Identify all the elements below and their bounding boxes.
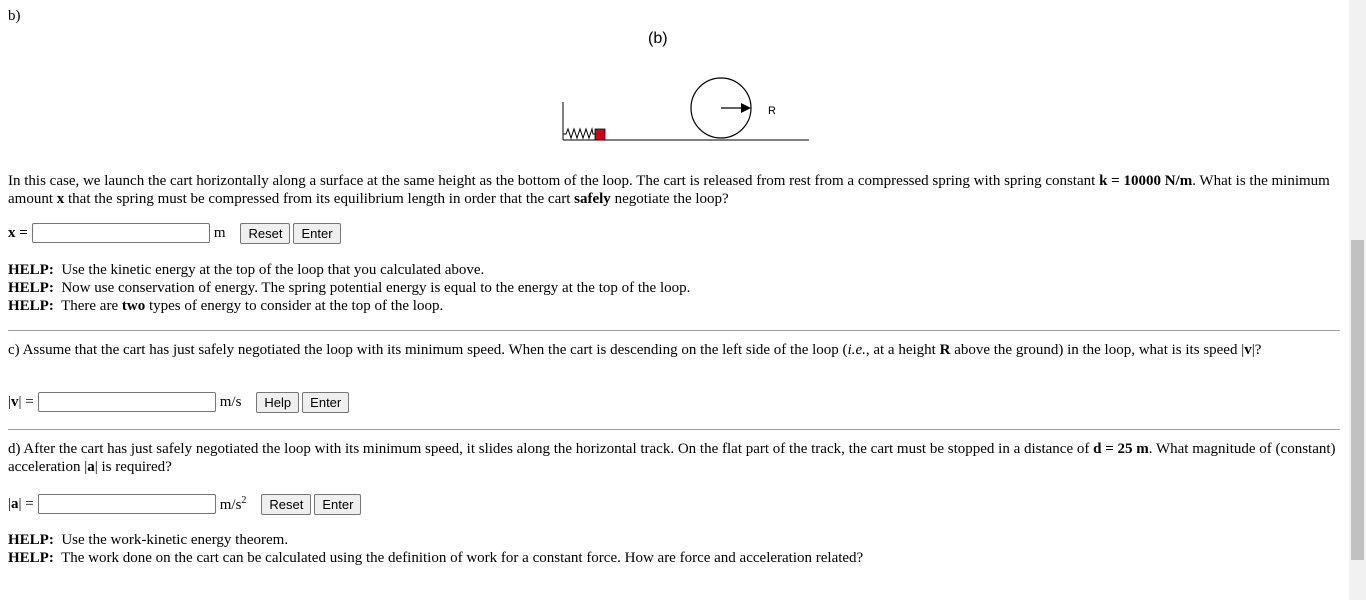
part-c-question: c) Assume that the cart has just safely negotiated the loop with its minimum speed. When the cart is descending on the left side of the loop (i.e., at a height R above the ground) in the loop, what is its speed |v|? [8, 342, 1262, 358]
x-unit: m [213, 224, 226, 241]
part-b-answer-row [8, 222, 341, 244]
part-d-question: d) After the cart has just safely negotiated the loop with its minimum speed, it slides along the horizontal track. On the flat part of the track, the cart must be stopped in a distance of d = 25 m. What magnitude of (constant) acceleration |a| is required? [8, 441, 1336, 475]
reset-button[interactable]: Reset [261, 494, 311, 515]
vertical-scrollbar[interactable] [1349, 0, 1366, 600]
part-c-answer-row [8, 391, 349, 413]
help-line: HELP: Now use conservation of energy. The spring potential energy is equal to the energy at the top of the loop. [8, 280, 691, 296]
enter-button[interactable]: Enter [293, 223, 340, 244]
divider [8, 429, 1340, 430]
spring [563, 129, 595, 138]
a-unit: $m/s^2$ [219, 494, 247, 513]
x-input[interactable] [32, 223, 210, 243]
part-b-question: In this case, we launch the cart horizontally along a surface at the same height as the bottom of the loop. The cart is released from rest from a compressed spring with spring constant k = 10000 N/m. What is the minimum amount x that the spring must be compressed from its equilibrium length in order that the cart safely negotiate the loop? [8, 173, 1330, 207]
help-line: HELP: The work done on the cart can be calculated using the definition of work for a constant force. How are force and acceleration related? [8, 550, 864, 566]
help-line: HELP: There are two types of energy to consider at the top of the loop. [8, 298, 444, 314]
part-d-answer-row [8, 493, 361, 515]
v-input-label: |v| = [8, 393, 34, 410]
scrollbar-thumb[interactable] [1351, 240, 1364, 560]
arrow-head-icon [741, 103, 751, 113]
radius-label: R [768, 105, 776, 117]
part-b-help [8, 261, 690, 315]
part-d-help [8, 531, 863, 567]
a-input[interactable] [38, 494, 216, 514]
cart-block [595, 129, 605, 140]
loop-figure [553, 72, 813, 152]
part-b-label: b) [8, 8, 21, 24]
a-input-label: |a| = [8, 495, 34, 512]
help-line: HELP: Use the work-kinetic energy theorem. [8, 532, 289, 548]
v-input[interactable] [38, 392, 216, 412]
enter-button[interactable]: Enter [314, 494, 361, 515]
reset-button[interactable]: Reset [240, 223, 290, 244]
figure-title: (b) [648, 30, 668, 47]
help-button[interactable]: Help [256, 392, 299, 413]
x-input-label: x = [8, 224, 28, 241]
help-line: HELP: Use the kinetic energy at the top of the loop that you calculated above. [8, 262, 485, 278]
enter-button[interactable]: Enter [302, 392, 349, 413]
divider [8, 330, 1340, 331]
v-unit: m/s [219, 393, 242, 410]
